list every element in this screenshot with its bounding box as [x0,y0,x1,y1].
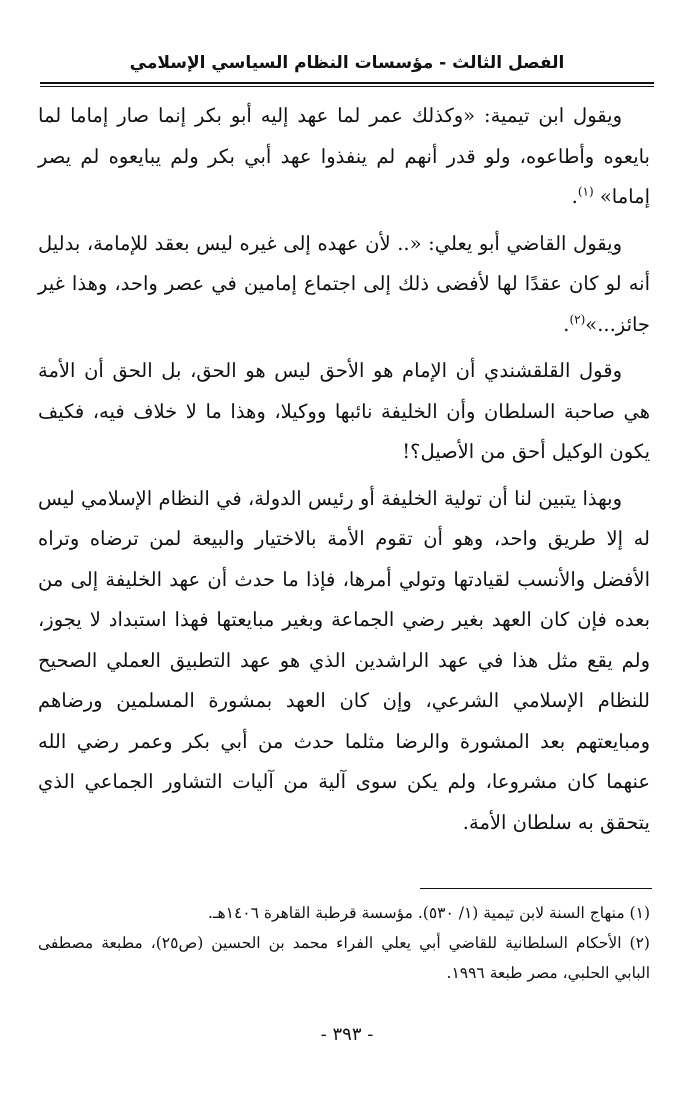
header-rule-thin [40,86,654,87]
footnote-separator [420,888,652,889]
paragraph-tail: . [571,185,578,208]
header-rule [40,82,654,84]
footnote-ref-2: (٢) [569,312,586,326]
paragraph-abu-yali [38,224,650,346]
paragraph-conclusion [38,479,650,844]
footnote-2: (٢) الأحكام السلطانية للقاضي أبي يعلي الفراء محمد بن الحسين (ص٢٥)، مطبعة مصطفى البابي الحلبي، مصر طبعة ١٩٩٦. [38,934,650,982]
running-header: الفصل الثالث - مؤسسات النظام السياسي الإسلامي [129,53,565,73]
paragraph-qalqashandi [38,351,650,473]
paragraph-text: وبهذا يتبين لنا أن تولية الخليفة أو رئيس الدولة، في النظام الإسلامي ليس له إلا طريق واحد، وهو أن تقوم الأمة بالاختيار والبيعة لمن ترضاه وتراه الأفضل والأنسب لقيادتها وتولي أمرها، فإذا ما حدث أن عهد الخليفة إلى من بعده فإن كان العهد بغير رضي الجماعة وبغير مبايعتها فهذا استبداد لا يجوز، ولم يقع مثل هذا في عهد الراشدين الذي هو عهد التطبيق العملي الصحيح للنظام الإسلامي الشرعي، وإن كان العهد بمشورة المسلمين ورضاهم ومبايعتهم بعد المشورة والرضا مثلما حدث من أبي بكر وعمر رضي الله عنهما كان مشروعا، ولم يكن سوى آلية من آليات التشاور الجماعي الذي يتحقق به سلطان الأمة. [38,486,650,834]
paragraph-text: ويقول القاضي أبو يعلي: «.. لأن عهده إلى غيره ليس بعقد للإمامة، بدليل أنه لو كان عقدًا لها لأفضى ذلك إلى اجتماع إمامين في عصر واحد، وهذا غير جائز...» [38,231,650,336]
footnote-ref-1: (١) [577,184,594,199]
footnotes [38,898,650,988]
paragraph-text: وقول القلقشندي أن الإمام هو الأحق ليس هو الحق، بل الحق أن الأمة هي صاحبة السلطان وأن الخليفة نائبها ووكيلا، وهذا ما لا خلاف فيه، فكيف يكون الوكيل أحق من الأصيل؟! [38,359,650,463]
paragraph-tail: . [563,312,570,336]
page-number: - ٣٩٣ - [320,1024,374,1045]
paragraph-text: ويقول ابن تيمية: «وكذلك عمر لما عهد إليه أبو بكر إنما صار إماما لما بايعوه وأطاعوه، ولو قدر أنهم لم ينفذوا عهد أبي بكر ولم يبايعوه لم يصر إماما» [38,104,650,208]
footnote-1: (١) منهاج السنة لابن تيمية (١/ ٥٣٠). مؤسسة قرطبة القاهرة ١٤٠٦هـ. [208,904,650,922]
paragraph-ibn-taymiyyah [38,96,650,218]
body-text [38,96,650,847]
